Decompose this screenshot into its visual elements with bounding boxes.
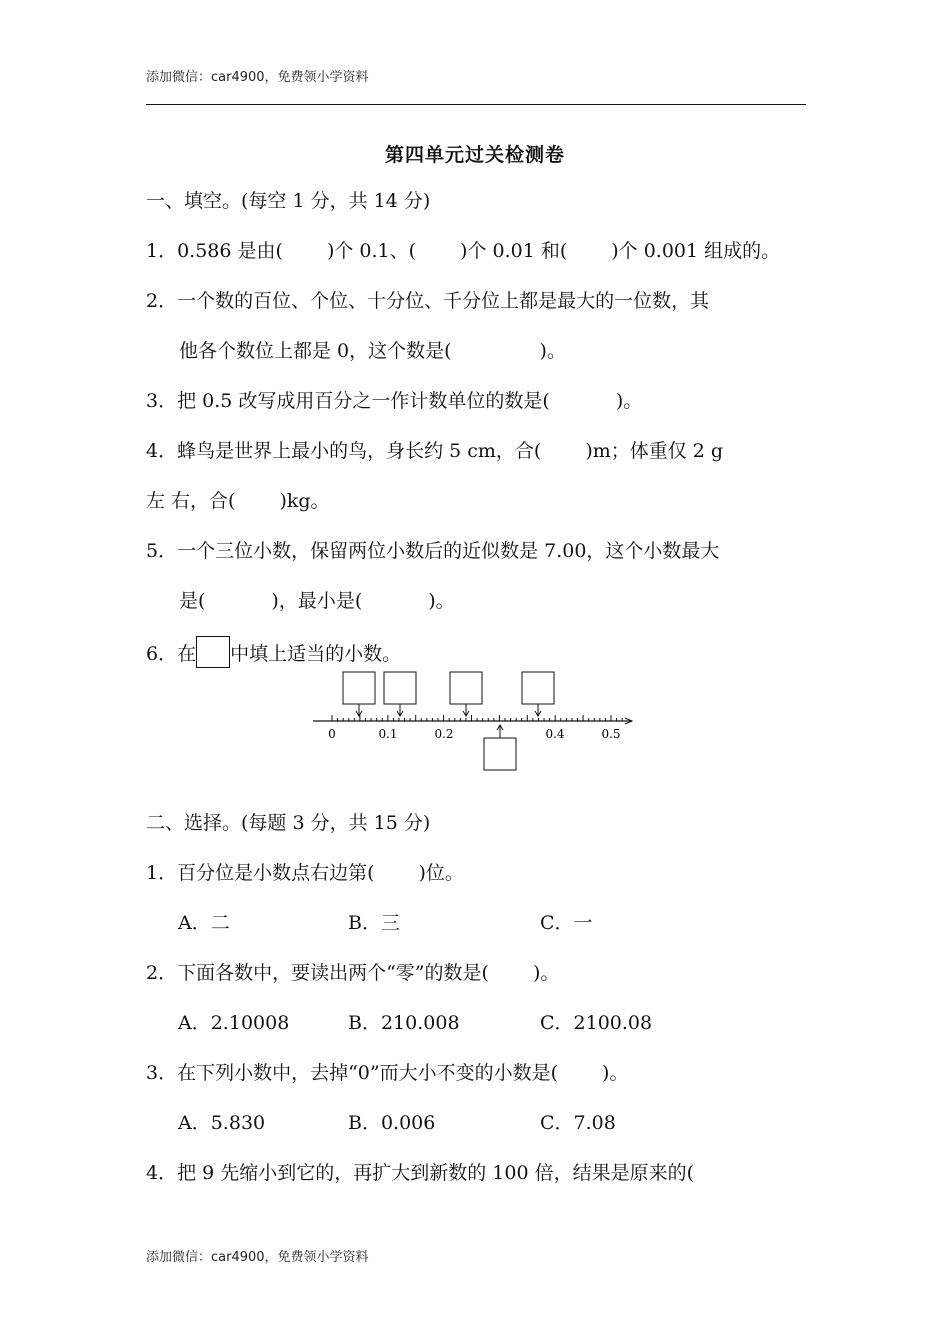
tick-label: [328, 727, 336, 741]
answer-box-1[interactable]: [343, 672, 375, 704]
answer-box-3[interactable]: [450, 672, 482, 704]
s2q3-option-b[interactable]: B．0.006: [348, 1112, 436, 1134]
s1-question-5-line2: [179, 588, 455, 614]
q1-text-b: )个 0.1、(: [326, 240, 417, 262]
svg-text:0.5: 0.5: [601, 727, 621, 741]
arrow-up-icon: [497, 725, 503, 738]
header-rule: [146, 104, 806, 105]
page-title: 第四单元过关检测卷: [384, 144, 565, 166]
section2-heading: 二、选择。(每题 3 分，共 15 分): [146, 812, 431, 834]
answer-box-4[interactable]: [522, 672, 554, 704]
s2q1-stem-a: 1．百分位是小数点右边第(: [146, 862, 375, 884]
q2-text-b: )。: [539, 340, 566, 362]
s1-question-4-line1: [146, 438, 723, 464]
s1-question-4-line2: [146, 488, 330, 514]
svg-text:0.1: 0.1: [378, 727, 398, 741]
arrow-down-icon: [397, 704, 403, 716]
answer-box-2[interactable]: [384, 672, 416, 704]
s2-question-3: [146, 1060, 628, 1086]
tick-label: [601, 727, 620, 741]
answer-box-5[interactable]: [484, 738, 516, 770]
s2q3-stem-a: 3．在下列小数中，去掉“0”而大小不变的小数是(: [146, 1062, 559, 1084]
s2-question-4: 4．把 9 先缩小到它的，再扩大到新数的 100 倍，结果是原来的(: [146, 1162, 695, 1184]
q6-sample-box: [196, 636, 230, 668]
q4-text-a: 4．蜂鸟是世界上最小的鸟，身长约 5 cm，合(: [146, 440, 542, 462]
q5-text-b: )，最小是(: [271, 590, 363, 612]
number-line-axis: [313, 718, 632, 724]
svg-text:0: 0: [328, 727, 336, 741]
s1-question-5-line1: 5．一个三位小数，保留两位小数后的近似数是 7.00，这个小数最大: [146, 540, 720, 562]
q6-text-a: 6．在: [146, 643, 197, 665]
s2q1-stem-b: )位。: [418, 862, 464, 884]
number-line-figure: [305, 664, 645, 776]
s1-question-1: [146, 238, 780, 264]
q3-text-a: 3．把 0.5 改写成用百分之一作计数单位的数是(: [146, 390, 550, 412]
s1-question-3: [146, 388, 642, 414]
svg-text:0.4: 0.4: [545, 727, 565, 741]
s1-question-2-line1: 2．一个数的百位、个位、十分位、千分位上都是最大的一位数，其: [146, 290, 710, 312]
q1-text-c: )个 0.01 和(: [460, 240, 568, 262]
s2q2-stem-b: )。: [532, 962, 560, 984]
arrow-down-icon: [535, 704, 541, 716]
tick-label: [545, 727, 564, 741]
s2q3-option-a[interactable]: A．5.830: [178, 1112, 266, 1134]
tick-label: [434, 727, 453, 741]
svg-text:0.2: 0.2: [434, 727, 454, 741]
q1-text-d: )个 0.001 组成的。: [611, 240, 781, 262]
number-line-ticks: [332, 715, 622, 721]
s2q1-option-b[interactable]: B．三: [348, 912, 400, 934]
q1-text-a: 1．0.586 是由(: [146, 240, 283, 262]
q3-text-b: )。: [615, 390, 643, 412]
q5-text-c: )。: [428, 590, 455, 612]
s2-question-2: [146, 960, 559, 986]
s2q2-option-b[interactable]: B．210.008: [348, 1012, 460, 1034]
s2q2-stem-a: 2．下面各数中，要读出两个“零”的数是(: [146, 962, 489, 984]
arrow-down-icon: [463, 704, 469, 716]
s1-question-2-line2: [179, 338, 566, 364]
q6-text-b: 中填上适当的小数。: [230, 643, 402, 665]
header-watermark: 添加微信：car4900，免费领小学资料: [146, 70, 369, 85]
tick-label: [378, 727, 397, 741]
s2q1-option-a[interactable]: A．二: [178, 912, 230, 934]
s2q2-option-a[interactable]: A．2.10008: [178, 1012, 290, 1034]
footer-watermark: 添加微信：car4900，免费领小学资料: [146, 1250, 369, 1265]
arrow-down-icon: [356, 704, 362, 716]
section1-heading: 一、填空。(每空 1 分，共 14 分): [146, 190, 431, 212]
q2-text-a: 他各个数位上都是 0，这个数是(: [179, 340, 452, 362]
q4-text-c: 左 右，合(: [146, 490, 236, 512]
s2q3-stem-b: )。: [602, 1062, 629, 1084]
s2q2-option-c[interactable]: C．2100.08: [540, 1012, 653, 1034]
q5-text-a: 是(: [179, 590, 206, 612]
q4-text-d: )kg。: [279, 490, 330, 512]
s2-question-1: [146, 860, 464, 886]
s2q3-option-c[interactable]: C．7.08: [540, 1112, 616, 1134]
q4-text-b: )m；体重仅 2 g: [585, 440, 724, 462]
s2q1-option-c[interactable]: C．一: [540, 912, 593, 934]
